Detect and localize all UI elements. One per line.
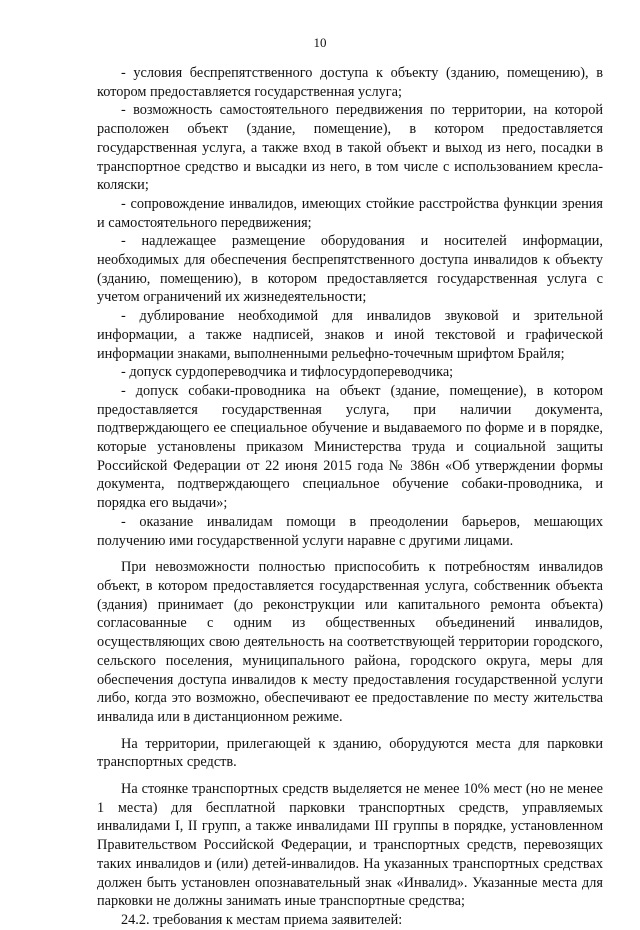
paragraph-reception-requirements: 24.2. требования к местам приема заявителей: xyxy=(121,911,403,928)
paragraph-independent-movement: - возможность самостоятельного передвижения по территории, на которой расположен объект (здание, помещение), в котором предоставляется государственная услуга, а также вход в такой объект и выход из него, посадки в транспортное средство и высадки из него, в том числе с использованием кресла-коляски; xyxy=(97,102,603,194)
paragraph-assistance: - оказание инвалидам помощи в преодолении барьеров, мешающих получению ими государственной услуги наравне с другими лицами. xyxy=(97,513,603,549)
paragraph-parking-territory: На территории, прилегающей к зданию, оборудуются места для парковки транспортных средств. xyxy=(97,735,603,771)
paragraph-adaptation-measures: При невозможности полностью приспособить к потребностям инвалидов объект, в котором предоставляется государственная услуга, собственник объекта (здания) принимает (до реконструкции или капитального ремонта объекта) согласованные с одним из общественных объединений инвалидов, осуществляющих свою деятельность на соответствующей территории городского, сельского поселения, муниципального района, городского округа, меры для обеспечения доступа инвалидов к месту предоставления государственной услуги либо, когда это возможно, обеспечивают ее предоставление по месту жительства инвалида или в дистанционном режиме. xyxy=(97,559,603,725)
paragraph-accessibility-conditions: - условия беспрепятственного доступа к объекту (зданию, помещению), в котором предоставляется государственная услуга; xyxy=(97,65,603,100)
document-body xyxy=(97,64,603,930)
paragraph-escort: - сопровождение инвалидов, имеющих стойкие расстройства функции зрения и самостоятельного передвижения; xyxy=(97,195,603,231)
paragraph-braille-duplication: - дублирование необходимой для инвалидов звуковой и зрительной информации, а также надписей, знаков и иной текстовой и графической информации знаками, выполненными рельефно-точечным шрифтом Брайля; xyxy=(97,308,603,362)
paragraph-parking-spaces: На стоянке транспортных средств выделяется не менее 10% мест (но не менее 1 места) для бесплатной парковки транспортных средств, управляемых инвалидами I, II групп, а также инвалидами III группы в порядке, установленном Правительством Российской Федерации, и транспортных средств, перевозящих таких инвалидов и (или) детей-инвалидов. На указанных транспортных средствах должен быть установлен опознавательный знак «Инвалид». Указанные места для парковки не должны занимать иные транспортные средства; xyxy=(97,781,603,910)
paragraph-equipment-placement: - надлежащее размещение оборудования и носителей информации, необходимых для обеспечения беспрепятственного доступа инвалидов к объекту (зданию, помещению), в котором предоставляется государственная услуга с учетом ограничений их жизнедеятельности; xyxy=(97,233,603,306)
paragraph-sign-interpreter: - допуск сурдопереводчика и тифлосурдопереводчика; xyxy=(121,364,454,381)
page-number: 10 xyxy=(313,35,327,50)
paragraph-guide-dog: - допуск собаки-проводника на объект (здание, помещение), в котором предоставляется государственная услуга, при наличии документа, подтверждающего ее специальное обучение и выдаваемого по форме и в порядке, которые установлены приказом Министерства труда и социальной защиты Российской Федерации от 22 июня 2015 года № 386н «Об утверждении формы документа, подтверждающего специальное обучение собаки-проводника, и порядка его выдачи»; xyxy=(97,382,603,512)
